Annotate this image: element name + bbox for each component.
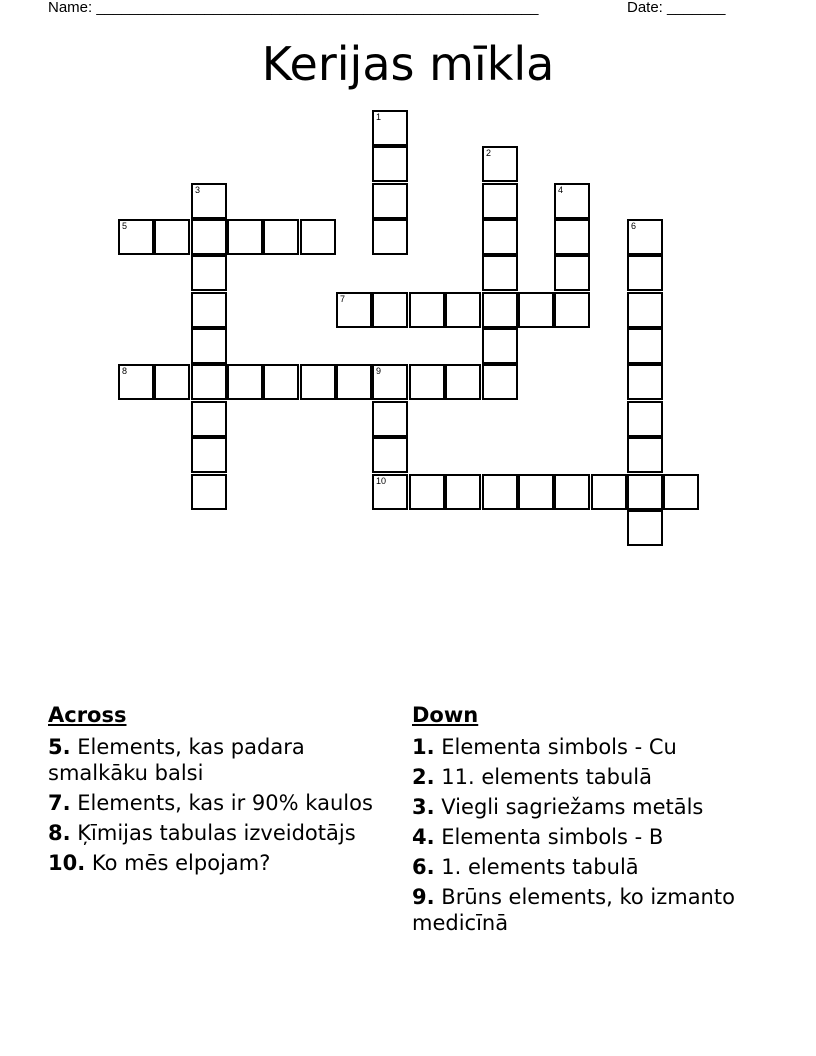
- grid-cell[interactable]: [482, 328, 518, 364]
- grid-cell[interactable]: [482, 292, 518, 328]
- grid-cell[interactable]: [445, 474, 481, 510]
- grid-cell[interactable]: [227, 219, 263, 255]
- grid-cell[interactable]: [227, 364, 263, 400]
- grid-cell[interactable]: [154, 364, 190, 400]
- clue-text: Elements, kas ir 90% kaulos: [77, 791, 373, 815]
- clue-text: Elementa simbols - Cu: [441, 735, 677, 759]
- grid-cell[interactable]: [627, 219, 663, 255]
- grid-cell[interactable]: [627, 328, 663, 364]
- cell-number: 5: [122, 221, 128, 231]
- grid-cell[interactable]: [372, 110, 408, 146]
- grid-cell[interactable]: [263, 364, 299, 400]
- down-clues: [412, 702, 772, 940]
- grid-cell[interactable]: [118, 219, 154, 255]
- grid-cell[interactable]: [191, 364, 227, 400]
- clue-down-4: [412, 824, 772, 850]
- grid-cell[interactable]: [191, 292, 227, 328]
- clue-text: Brūns elements, ko izmanto medicīnā: [412, 885, 735, 935]
- grid-cell[interactable]: [372, 474, 408, 510]
- grid-cell[interactable]: [372, 292, 408, 328]
- grid-cell[interactable]: [409, 364, 445, 400]
- date-field-label: Date: _______: [627, 0, 726, 16]
- grid-cell[interactable]: [554, 183, 590, 219]
- grid-cell[interactable]: [336, 292, 372, 328]
- clue-number: 3.: [412, 795, 435, 819]
- grid-cell[interactable]: [191, 437, 227, 473]
- cell-number: 2: [486, 148, 492, 158]
- cell-number: 10: [376, 476, 387, 486]
- clue-number: 10.: [48, 851, 86, 875]
- cell-number: 6: [631, 221, 637, 231]
- grid-cell[interactable]: [154, 219, 190, 255]
- grid-cell[interactable]: [554, 219, 590, 255]
- grid-cell[interactable]: [191, 219, 227, 255]
- grid-cell[interactable]: [191, 328, 227, 364]
- grid-cell[interactable]: [263, 219, 299, 255]
- grid-cell[interactable]: [518, 474, 554, 510]
- clue-number: 1.: [412, 735, 435, 759]
- grid-cell[interactable]: [554, 255, 590, 291]
- clue-text: Elements, kas padara smalkāku balsi: [48, 735, 305, 785]
- grid-cell[interactable]: [409, 474, 445, 510]
- grid-cell[interactable]: [627, 401, 663, 437]
- cell-number: 3: [195, 185, 201, 195]
- clue-text: Ķīmijas tabulas izveidotājs: [77, 821, 356, 845]
- clue-text: Ko mēs elpojam?: [91, 851, 271, 875]
- grid-cell[interactable]: [554, 474, 590, 510]
- grid-cell[interactable]: [554, 292, 590, 328]
- clue-number: 5.: [48, 735, 71, 759]
- grid-cell[interactable]: [482, 474, 518, 510]
- grid-cell[interactable]: [482, 364, 518, 400]
- clue-text: Viegli sagriežams metāls: [441, 795, 704, 819]
- clue-down-6: [412, 854, 772, 880]
- grid-cell[interactable]: [627, 255, 663, 291]
- clue-down-9: [412, 884, 772, 936]
- clue-across-8: [48, 820, 378, 846]
- cell-number: 7: [340, 294, 346, 304]
- clue-across-7: [48, 790, 378, 816]
- grid-cell[interactable]: [372, 401, 408, 437]
- grid-cell[interactable]: [372, 219, 408, 255]
- grid-cell[interactable]: [518, 292, 554, 328]
- clue-down-2: [412, 764, 772, 790]
- grid-cell[interactable]: [118, 364, 154, 400]
- grid-cell[interactable]: [627, 364, 663, 400]
- grid-cell[interactable]: [627, 437, 663, 473]
- cell-number: 1: [376, 112, 382, 122]
- clue-down-3: [412, 794, 772, 820]
- grid-cell[interactable]: [300, 219, 336, 255]
- clue-number: 9.: [412, 885, 435, 909]
- grid-cell[interactable]: [627, 510, 663, 546]
- grid-cell[interactable]: [482, 219, 518, 255]
- grid-cell[interactable]: [372, 146, 408, 182]
- clue-down-1: [412, 734, 772, 760]
- grid-cell[interactable]: [445, 364, 481, 400]
- clue-number: 8.: [48, 821, 71, 845]
- grid-cell[interactable]: [191, 401, 227, 437]
- clue-number: 4.: [412, 825, 435, 849]
- grid-cell[interactable]: [300, 364, 336, 400]
- grid-cell[interactable]: [372, 183, 408, 219]
- clue-number: 2.: [412, 765, 435, 789]
- clue-number: 6.: [412, 855, 435, 879]
- clue-text: Elementa simbols - B: [441, 825, 664, 849]
- grid-cell[interactable]: [482, 183, 518, 219]
- puzzle-title: Kerijas mīkla: [261, 37, 555, 91]
- grid-cell[interactable]: [409, 292, 445, 328]
- grid-cell[interactable]: [372, 437, 408, 473]
- grid-cell[interactable]: [336, 364, 372, 400]
- cell-number: 8: [122, 366, 128, 376]
- clue-across-5: [48, 734, 378, 786]
- grid-cell[interactable]: [191, 183, 227, 219]
- grid-cell[interactable]: [372, 364, 408, 400]
- clue-across-10: [48, 850, 378, 876]
- down-heading: Down: [412, 703, 479, 727]
- grid-cell[interactable]: [191, 255, 227, 291]
- across-clues: [48, 702, 378, 880]
- grid-cell[interactable]: [627, 292, 663, 328]
- grid-cell[interactable]: [445, 292, 481, 328]
- clue-text: 1. elements tabulā: [441, 855, 639, 879]
- grid-cell[interactable]: [663, 474, 699, 510]
- cell-number: 9: [376, 366, 382, 376]
- grid-cell[interactable]: [482, 255, 518, 291]
- clue-text: 11. elements tabulā: [441, 765, 653, 789]
- grid-cell[interactable]: [627, 474, 663, 510]
- grid-cell[interactable]: [191, 474, 227, 510]
- name-field-label: Name: _____________________________________________________: [48, 0, 539, 16]
- cell-number: 4: [558, 185, 564, 195]
- header-line: [48, 0, 748, 20]
- grid-cell[interactable]: [482, 146, 518, 182]
- grid-cell[interactable]: [591, 474, 627, 510]
- across-heading: Across: [48, 703, 127, 727]
- clue-number: 7.: [48, 791, 71, 815]
